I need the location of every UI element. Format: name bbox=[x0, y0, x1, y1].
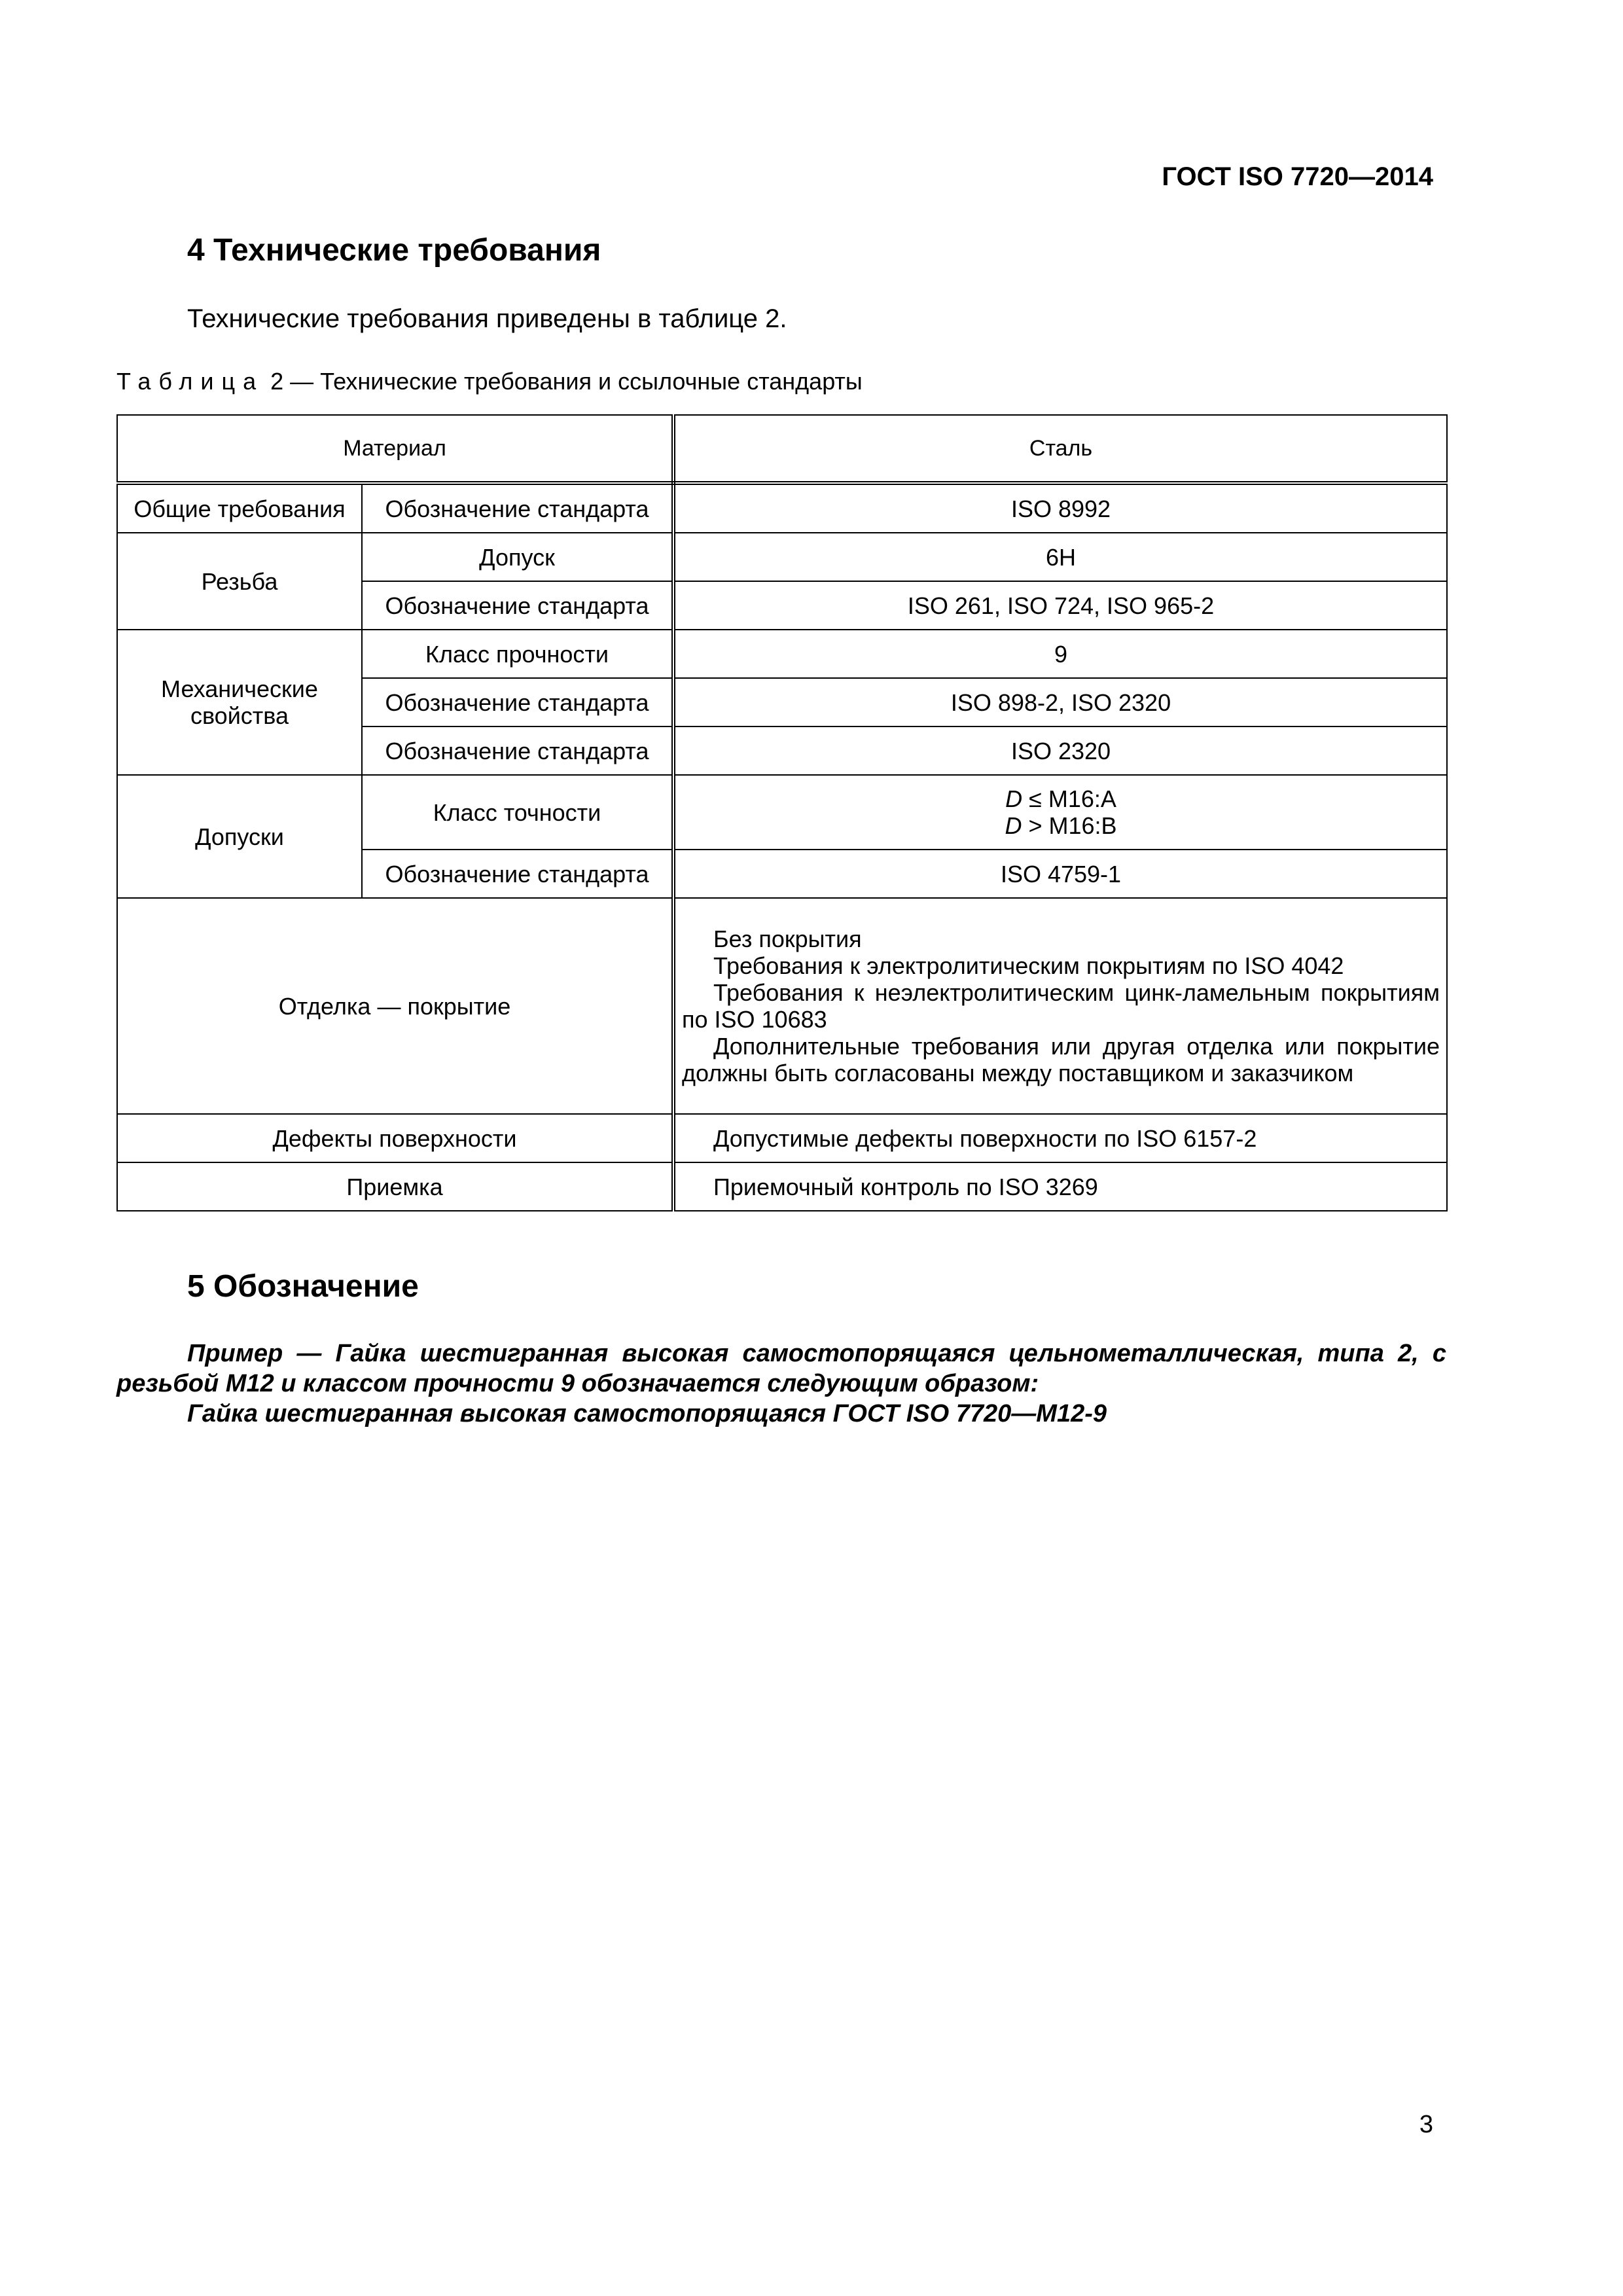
variable-d: D bbox=[1005, 785, 1023, 812]
header-material: Материал bbox=[117, 415, 673, 483]
row-value: ISO 898-2, ISO 2320 bbox=[673, 678, 1447, 726]
document-code: ГОСТ ISO 7720—2014 bbox=[1162, 162, 1433, 191]
row-value: ISO 8992 bbox=[673, 483, 1447, 533]
table-row bbox=[117, 898, 1447, 1114]
row-group-finish: Отделка — покрытие bbox=[117, 898, 673, 1114]
row-value: ISO 261, ISO 724, ISO 965-2 bbox=[673, 581, 1447, 630]
finish-item: Требования к электролитическим покрытиям по ISO 4042 bbox=[713, 952, 1344, 979]
row-value: 6H bbox=[673, 533, 1447, 581]
finish-item: Дополнительные требования или другая отделка или покрытие должны быть согласованы между поставщиком и заказчиком bbox=[682, 1033, 1440, 1086]
accuracy-line-2 bbox=[682, 812, 1440, 839]
row-value: ISO 2320 bbox=[673, 726, 1447, 775]
table-row bbox=[117, 775, 1447, 850]
row-group-acceptance: Приемка bbox=[117, 1162, 673, 1211]
row-param: Класс прочности bbox=[362, 630, 673, 678]
accuracy-line-2-text: > M16:B bbox=[1022, 812, 1117, 839]
table-caption-label: Таблица bbox=[116, 368, 264, 395]
table-caption bbox=[116, 368, 863, 395]
defects-text: Допустимые дефекты поверхности по ISO 6157-2 bbox=[713, 1124, 1257, 1152]
table-row bbox=[117, 533, 1447, 581]
table-row bbox=[117, 483, 1447, 533]
table-row bbox=[117, 1162, 1447, 1211]
table-row bbox=[117, 1114, 1447, 1162]
technical-requirements-table bbox=[116, 414, 1448, 1211]
row-value-finish bbox=[673, 898, 1447, 1114]
variable-d: D bbox=[1005, 812, 1022, 839]
row-param: Допуск bbox=[362, 533, 673, 581]
section-5-heading: 5 Обозначение bbox=[187, 1269, 419, 1304]
acceptance-text: Приемочный контроль по ISO 3269 bbox=[713, 1173, 1098, 1200]
row-value-accuracy bbox=[673, 775, 1447, 850]
row-param: Обозначение стандарта bbox=[362, 850, 673, 898]
row-value: 9 bbox=[673, 630, 1447, 678]
row-param: Обозначение стандарта bbox=[362, 483, 673, 533]
row-param: Обозначение стандарта bbox=[362, 581, 673, 630]
page-number: 3 bbox=[1419, 2111, 1433, 2138]
row-group-general: Общие требования bbox=[117, 483, 362, 533]
accuracy-line-1-text: ≤ M16:A bbox=[1022, 785, 1116, 812]
table-row bbox=[117, 630, 1447, 678]
designation-example bbox=[116, 1338, 1446, 1429]
row-group-defects: Дефекты поверхности bbox=[117, 1114, 673, 1162]
row-param: Класс точности bbox=[362, 775, 673, 850]
example-paragraph: Пример — Гайка шестигранная высокая самостопорящаяся цельнометаллическая, типа 2, с резьбой M12 и классом прочности 9 обозначается следующим образом: bbox=[116, 1340, 1446, 1397]
example-designation: Гайка шестигранная высокая самостопорящаяся ГОСТ ISO 7720—M12-9 bbox=[187, 1400, 1107, 1427]
accuracy-line-1 bbox=[682, 785, 1440, 812]
row-param: Обозначение стандарта bbox=[362, 726, 673, 775]
finish-item: Без покрытия bbox=[713, 925, 862, 952]
row-group-tolerances: Допуски bbox=[117, 775, 362, 898]
section-4-intro: Технические требования приведены в таблице 2. bbox=[187, 304, 787, 333]
row-value bbox=[673, 1162, 1447, 1211]
row-value bbox=[673, 1114, 1447, 1162]
row-param: Обозначение стандарта bbox=[362, 678, 673, 726]
row-value: ISO 4759-1 bbox=[673, 850, 1447, 898]
table-caption-text: 2 — Технические требования и ссылочные стандарты bbox=[264, 368, 863, 395]
section-4-heading: 4 Технические требования bbox=[187, 233, 601, 268]
table-header-row bbox=[117, 415, 1447, 483]
row-group-mechanical: Механические свойства bbox=[117, 630, 362, 775]
header-steel: Сталь bbox=[673, 415, 1447, 483]
finish-item: Требования к неэлектролитическим цинк-ламельным покрытиям по ISO 10683 bbox=[682, 979, 1440, 1033]
row-group-thread: Резьба bbox=[117, 533, 362, 630]
